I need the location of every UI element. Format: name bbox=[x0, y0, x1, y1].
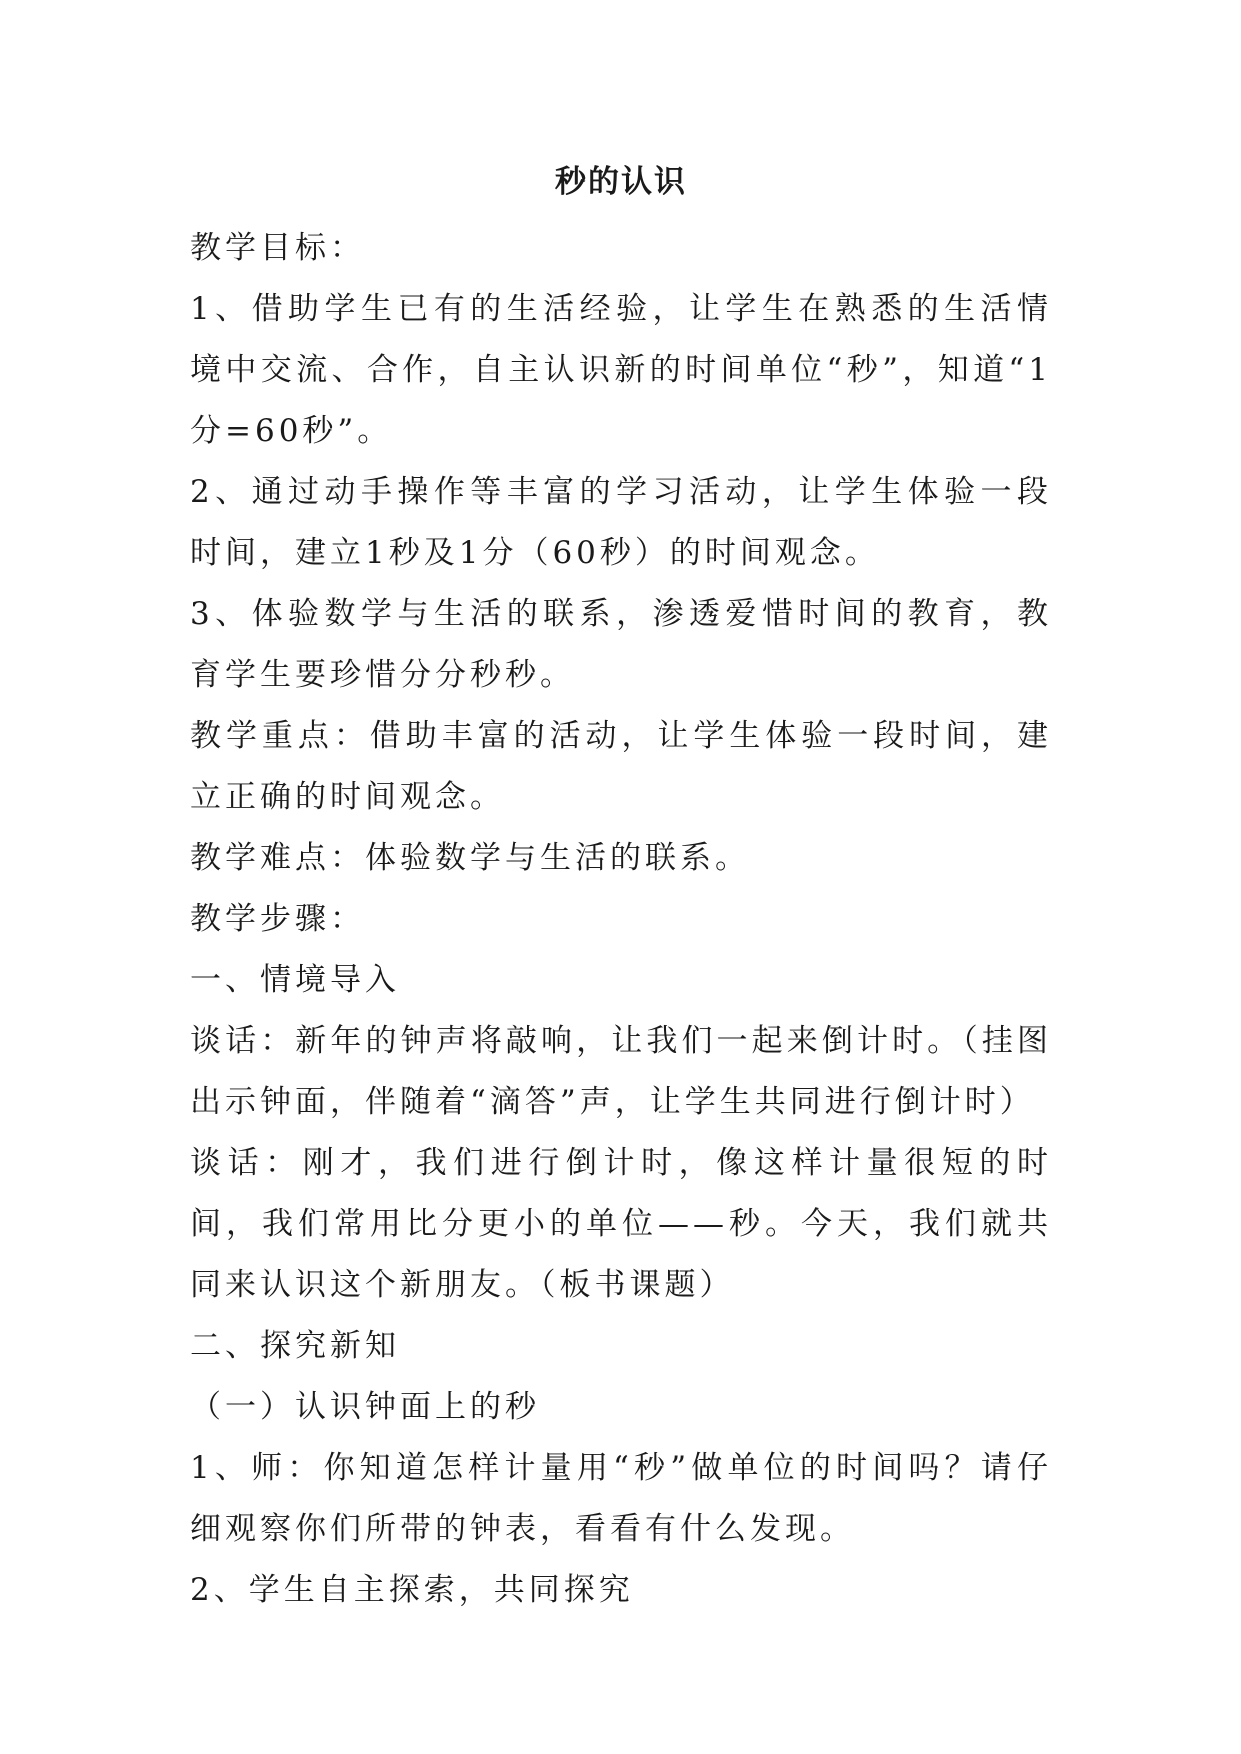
paragraph-section-2-heading: 二、探究新知 bbox=[190, 1328, 400, 1364]
document-title: 秒的认识 bbox=[555, 164, 687, 200]
paragraph-key-point: 教学重点：借助丰富的活动，让学生体验一段时间，建立正确的时间观念。 bbox=[190, 718, 1052, 815]
paragraph-goal-1: 1、借助学生已有的生活经验，让学生在熟悉的生活情境中交流、合作，自主认识新的时间单位“秒”，知道“1分=60秒”。 bbox=[190, 291, 1052, 449]
paragraph-teaching-goals-heading: 教学目标： bbox=[190, 230, 365, 266]
paragraph-section-1-heading: 一、情境导入 bbox=[190, 962, 400, 998]
paragraph-goal-3: 3、体验数学与生活的联系，渗透爱惜时间的教育，教育学生要珍惜分分秒秒。 bbox=[190, 596, 1052, 693]
document-page bbox=[190, 160, 1052, 1621]
paragraph-steps-heading: 教学步骤： bbox=[190, 901, 365, 937]
paragraph-talk-1: 谈话：新年的钟声将敲响，让我们一起来倒计时。（挂图出示钟面，伴随着“滴答”声，让学生共同进行倒计时） bbox=[190, 1023, 1052, 1120]
paragraph-talk-2: 谈话：刚才，我们进行倒计时，像这样计量很短的时间，我们常用比分更小的单位——秒。今天，我们就共同来认识这个新朋友。（板书课题） bbox=[190, 1145, 1052, 1303]
paragraph-subsection-1-heading: （一）认识钟面上的秒 bbox=[190, 1389, 540, 1425]
paragraph-difficult-point: 教学难点：体验数学与生活的联系。 bbox=[190, 840, 750, 876]
paragraph-goal-2: 2、通过动手操作等丰富的学习活动，让学生体验一段时间，建立1秒及1分（60秒）的时间观念。 bbox=[190, 474, 1052, 571]
paragraph-step-1: 1、师：你知道怎样计量用“秒”做单位的时间吗？请仔细观察你们所带的钟表，看看有什么发现。 bbox=[190, 1450, 1052, 1547]
paragraph-step-2: 2、学生自主探索，共同探究 bbox=[190, 1572, 634, 1608]
